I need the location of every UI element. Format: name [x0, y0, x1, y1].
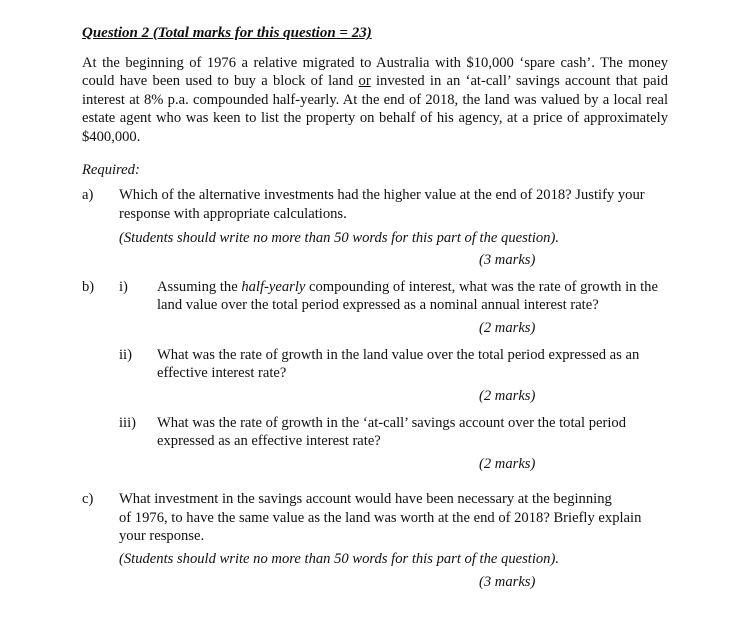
question-intro — [82, 54, 668, 146]
part-c-line3: your response. — [119, 528, 205, 544]
part-a-label: a) — [82, 187, 94, 203]
part-b-iii-line1: What was the rate of growth in the ‘at-call’ savings account over the total period — [157, 415, 626, 431]
part-a-line1: Which of the alternative investments had the higher value at the end of 2018? Justify your — [119, 187, 645, 203]
part-b-iii-line2: expressed as an effective interest rate? — [157, 433, 381, 449]
intro-text-part1: At the beginning of 1976 a relative migrated to Australia with $10,000 ‘spare cash’. The money could have been used to buy a block of land — [82, 55, 668, 90]
part-c-line2: of 1976, to have the same value as the land was worth at the end of 2018? Briefly explain — [119, 510, 642, 526]
intro-or-word: or — [358, 73, 371, 90]
required-label: Required: — [82, 162, 140, 178]
part-a-word-limit-note: (Students should write no more than 50 words for this part of the question). — [119, 230, 559, 246]
part-b-i-line1-post: compounding of interest, what was the rate of growth in the — [305, 279, 658, 295]
part-c-word-limit-note: (Students should write no more than 50 words for this part of the question). — [119, 551, 559, 567]
part-b-i-line1 — [157, 278, 658, 296]
part-b-ii-label: ii) — [119, 347, 132, 363]
part-b-i-line2: land value over the total period expressed as a nominal annual interest rate? — [157, 297, 599, 313]
part-c-line1: What investment in the savings account would have been necessary at the beginning — [119, 491, 612, 507]
part-b-i-line1-pre: Assuming the — [157, 279, 242, 295]
part-b-i-line1-emphasis: half-yearly — [241, 279, 306, 295]
part-b-ii-line1: What was the rate of growth in the land value over the total period expressed as an — [157, 347, 640, 363]
part-b-ii-marks: (2 marks) — [479, 388, 536, 404]
part-b-iii-marks: (2 marks) — [479, 456, 536, 472]
part-b-label: b) — [82, 279, 95, 295]
part-b-iii-label: iii) — [119, 415, 137, 431]
part-b-ii-line2: effective interest rate? — [157, 365, 287, 381]
part-c-label: c) — [82, 491, 94, 507]
part-b-i-label: i) — [119, 279, 128, 295]
part-c-marks: (3 marks) — [479, 574, 536, 590]
part-a-marks: (3 marks) — [479, 252, 536, 268]
intro-text-part2: invested in an ‘at-call’ savings account that paid interest at 8% p.a. compounded half-yearly. At the end of 2018, the land was valued by a local real estate agent who was keen to list the property on behalf of his agency, at a price of approximately $400,000. — [82, 73, 668, 145]
part-b-i-marks: (2 marks) — [479, 320, 536, 336]
question-heading: Question 2 (Total marks for this question = 23) — [82, 25, 372, 41]
part-a-line2: response with appropriate calculations. — [119, 206, 347, 222]
